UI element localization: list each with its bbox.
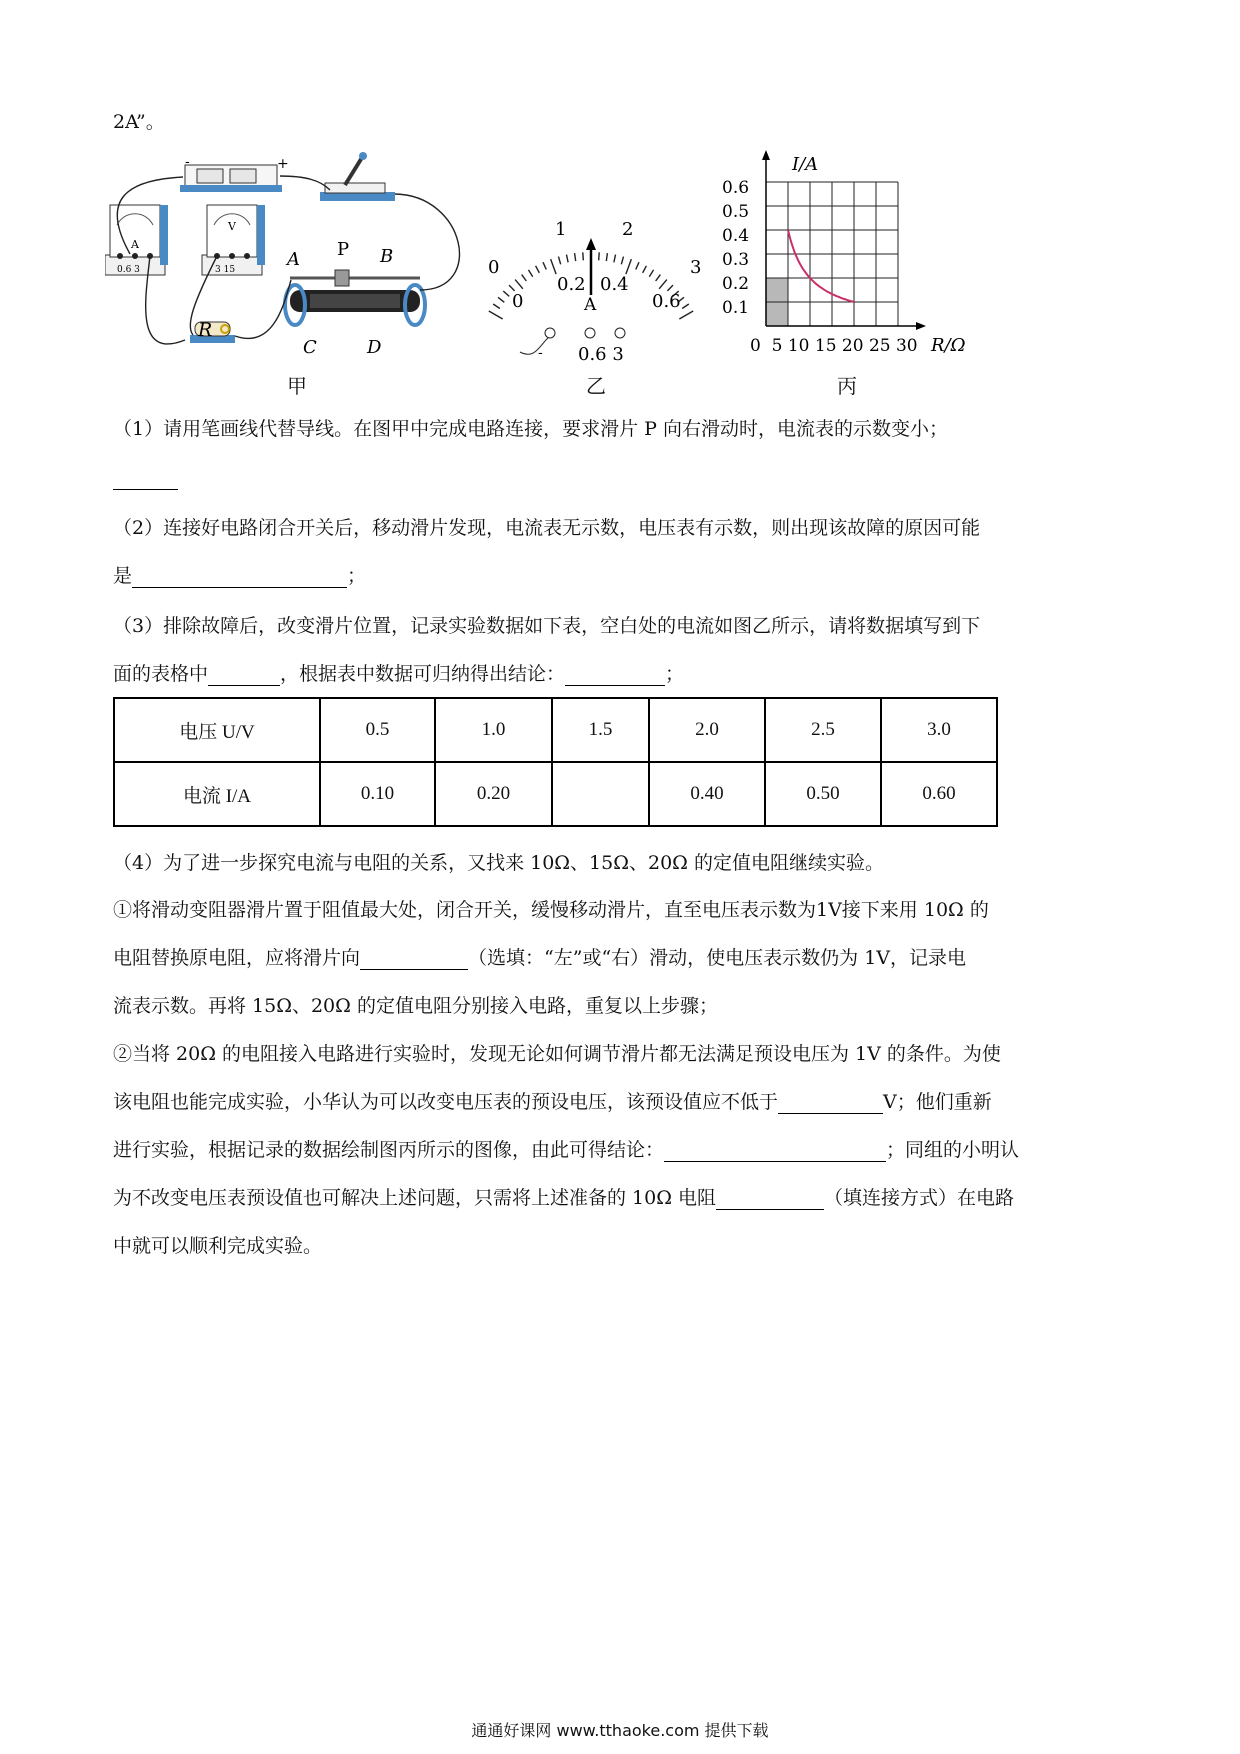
dial-tick bbox=[649, 270, 653, 277]
row-header: 电压 U/V bbox=[114, 698, 320, 762]
table-cell: 2.5 bbox=[765, 698, 881, 762]
bottom-scale-0: 0 bbox=[512, 291, 524, 312]
question-4-2-line-4: 为不改变电压表预设值也可解决上述问题，只需将上述准备的 10Ω 电阻 （填连接方式）在电路 bbox=[113, 1187, 1015, 1209]
question-4-2-line-5: 中就可以顺利完成实验。 bbox=[113, 1235, 323, 1257]
dial-tick bbox=[636, 262, 639, 269]
answer-blank-q1[interactable] bbox=[113, 489, 178, 490]
graph-ylabel: I/A bbox=[792, 154, 819, 175]
resistor-label: R bbox=[198, 319, 213, 341]
voltmeter-terminals: 3 15 bbox=[215, 265, 236, 275]
battery-plus: + bbox=[277, 156, 289, 172]
dial-tick bbox=[583, 252, 584, 260]
answer-blank-q4-voltage[interactable] bbox=[778, 1093, 883, 1114]
answer-blank-q3-conclusion[interactable] bbox=[565, 665, 665, 686]
slider-p-label: P bbox=[337, 239, 350, 260]
ytick-02: 0.2 bbox=[722, 274, 750, 294]
row-header: 电流 I/A bbox=[114, 762, 320, 826]
answer-blank-q4-direction[interactable] bbox=[360, 949, 468, 970]
graph-xlabel: R/Ω bbox=[931, 335, 966, 356]
switch-icon bbox=[320, 152, 395, 201]
answer-blank-q3-table[interactable] bbox=[208, 665, 280, 686]
ytick-06: 0.6 bbox=[722, 178, 750, 198]
rheostat-icon bbox=[285, 270, 425, 325]
dial-terminals: 0.6 3 bbox=[578, 344, 624, 365]
top-scale-2: 2 bbox=[622, 220, 634, 240]
top-scale-1: 1 bbox=[555, 220, 567, 240]
answer-blank-q2[interactable] bbox=[132, 567, 347, 588]
dial-tick bbox=[626, 259, 631, 274]
question-4-2-line-1: ②当将 20Ω 的电阻接入电路进行实验时，发现无论如何调节滑片都无法满足预设电压为 1V 的条件。为使 bbox=[113, 1043, 1001, 1065]
dial-tick bbox=[528, 270, 532, 277]
dial-unit: A bbox=[584, 295, 597, 315]
ammeter-terminals: 0.6 3 bbox=[117, 265, 140, 275]
question-4-1-line-2: 电阻替换原电阻，应将滑片向 （选填：“左”或“右）滑动，使电压表示数仍为 1V，记录电 bbox=[113, 947, 967, 969]
resistor-icon bbox=[190, 322, 235, 343]
question-3-line-1: （3）排除故障后，改变滑片位置，记录实验数据如下表，空白处的电流如图乙所示，请将数据填写到下 bbox=[113, 615, 981, 637]
battery-minus: - bbox=[185, 154, 190, 170]
question-2-line-1: （2）连接好电路闭合开关后，移动滑片发现，电流表无示数，电压表有示数，则出现该故障的原因可能 bbox=[113, 517, 981, 539]
dial-tick bbox=[656, 275, 661, 281]
dial-tick bbox=[679, 311, 693, 319]
table-cell: 1.0 bbox=[435, 698, 552, 762]
bottom-scale-04: 0.4 bbox=[600, 274, 629, 295]
dial-tick bbox=[621, 257, 623, 265]
question-4-2-line-2: 该电阻也能完成实验，小华认为可以改变电压表的预设电压，该预设值应不低于 V；他们重新 bbox=[113, 1091, 992, 1113]
dial-tick bbox=[566, 255, 568, 263]
question-3-line-2: 面的表格中 ，根据表中数据可归纳得出结论： ； bbox=[113, 663, 685, 685]
top-scale-3: 3 bbox=[690, 257, 702, 278]
rheostat-terminal-d: D bbox=[367, 337, 382, 358]
battery-icon bbox=[180, 165, 282, 192]
figure-bing-label: 丙 bbox=[837, 374, 857, 398]
ammeter-dial-figure-yi bbox=[480, 220, 720, 370]
table-cell: 0.40 bbox=[649, 762, 765, 826]
dial-tick bbox=[509, 285, 515, 291]
dial-tick bbox=[536, 266, 540, 273]
table-cell: 2.0 bbox=[649, 698, 765, 762]
dial-tick bbox=[659, 280, 667, 289]
voltmeter-letter: V bbox=[228, 220, 236, 233]
rheostat-terminal-c: C bbox=[303, 337, 317, 358]
dial-tick bbox=[543, 262, 546, 269]
table-cell: 0.10 bbox=[320, 762, 435, 826]
header-fragment: 2A”。 bbox=[113, 111, 165, 133]
question-4-2-line-3: 进行实验，根据记录的数据绘制图丙所示的图像，由此可得结论： ；同组的小明认 bbox=[113, 1139, 1020, 1161]
dial-tick bbox=[667, 285, 673, 291]
footer: 通通好课网 www.tthaoke.com 提供下载 bbox=[471, 1721, 769, 1740]
table-cell: 1.5 bbox=[552, 698, 649, 762]
dial-tick bbox=[503, 291, 509, 296]
dial-tick bbox=[522, 275, 527, 281]
dial-tick bbox=[498, 297, 504, 302]
bottom-scale-06: 0.6 bbox=[652, 291, 681, 312]
dial-tick bbox=[551, 259, 556, 274]
table-row-current bbox=[114, 762, 997, 826]
dial-tick bbox=[558, 257, 560, 265]
x-axis-arrow bbox=[916, 322, 926, 330]
graph-xticks: 0 5 10 15 20 25 30 bbox=[750, 336, 918, 356]
ir-graph-figure-bing bbox=[722, 148, 982, 363]
terminal-minus: - bbox=[538, 345, 543, 361]
ir-curve bbox=[788, 230, 854, 302]
question-2-line-2: 是 ； bbox=[113, 565, 367, 587]
circuit-figure-jia bbox=[105, 150, 485, 395]
dial-tick bbox=[515, 280, 523, 289]
graph-grid bbox=[762, 150, 926, 330]
dial-tick bbox=[606, 253, 607, 261]
data-table bbox=[113, 697, 998, 827]
ytick-04: 0.4 bbox=[722, 226, 750, 246]
rheostat-terminal-b: B bbox=[380, 246, 394, 267]
table-row-voltage bbox=[114, 698, 997, 762]
bottom-scale-02: 0.2 bbox=[557, 274, 586, 295]
table-cell: 0.60 bbox=[881, 762, 997, 826]
figure-yi-label: 乙 bbox=[586, 374, 606, 398]
table-cell: 3.0 bbox=[881, 698, 997, 762]
answer-blank-q4-conclusion[interactable] bbox=[664, 1141, 886, 1162]
figure-jia-label: 甲 bbox=[287, 374, 307, 398]
ammeter-letter: A bbox=[131, 238, 139, 251]
ytick-05: 0.5 bbox=[722, 202, 750, 222]
dial-tick bbox=[575, 253, 576, 261]
table-cell-blank[interactable] bbox=[552, 762, 649, 826]
question-4-1-line-3: 流表示数。再将 15Ω、20Ω 的定值电阻分别接入电路，重复以上步骤； bbox=[113, 995, 718, 1017]
dial-tick bbox=[493, 304, 500, 308]
rheostat-terminal-a: A bbox=[287, 249, 300, 270]
dial-tick bbox=[614, 255, 616, 263]
dial-tick bbox=[643, 266, 647, 273]
ytick-01: 0.1 bbox=[722, 298, 750, 318]
y-axis-arrow bbox=[762, 150, 770, 160]
question-4-intro: （4）为了进一步探究电流与电阻的关系，又找来 10Ω、15Ω、20Ω 的定值电阻继续实验。 bbox=[113, 852, 884, 874]
question-1: （1）请用笔画线代替导线。在图甲中完成电路连接，要求滑片 P 向右滑动时，电流表的示数变小； bbox=[113, 418, 948, 440]
table-cell: 0.5 bbox=[320, 698, 435, 762]
dial-tick bbox=[682, 304, 689, 308]
dial-tick bbox=[599, 252, 600, 260]
dial-tick bbox=[489, 311, 503, 319]
answer-blank-q4-connection[interactable] bbox=[716, 1189, 824, 1210]
question-4-1-line-1: ①将滑动变阻器滑片置于阻值最大处，闭合开关，缓慢移动滑片，直至电压表示数为1V接下来用 10Ω 的 bbox=[113, 899, 989, 921]
table-cell: 0.50 bbox=[765, 762, 881, 826]
ytick-03: 0.3 bbox=[722, 250, 750, 270]
top-scale-0: 0 bbox=[488, 257, 500, 278]
table-cell: 0.20 bbox=[435, 762, 552, 826]
